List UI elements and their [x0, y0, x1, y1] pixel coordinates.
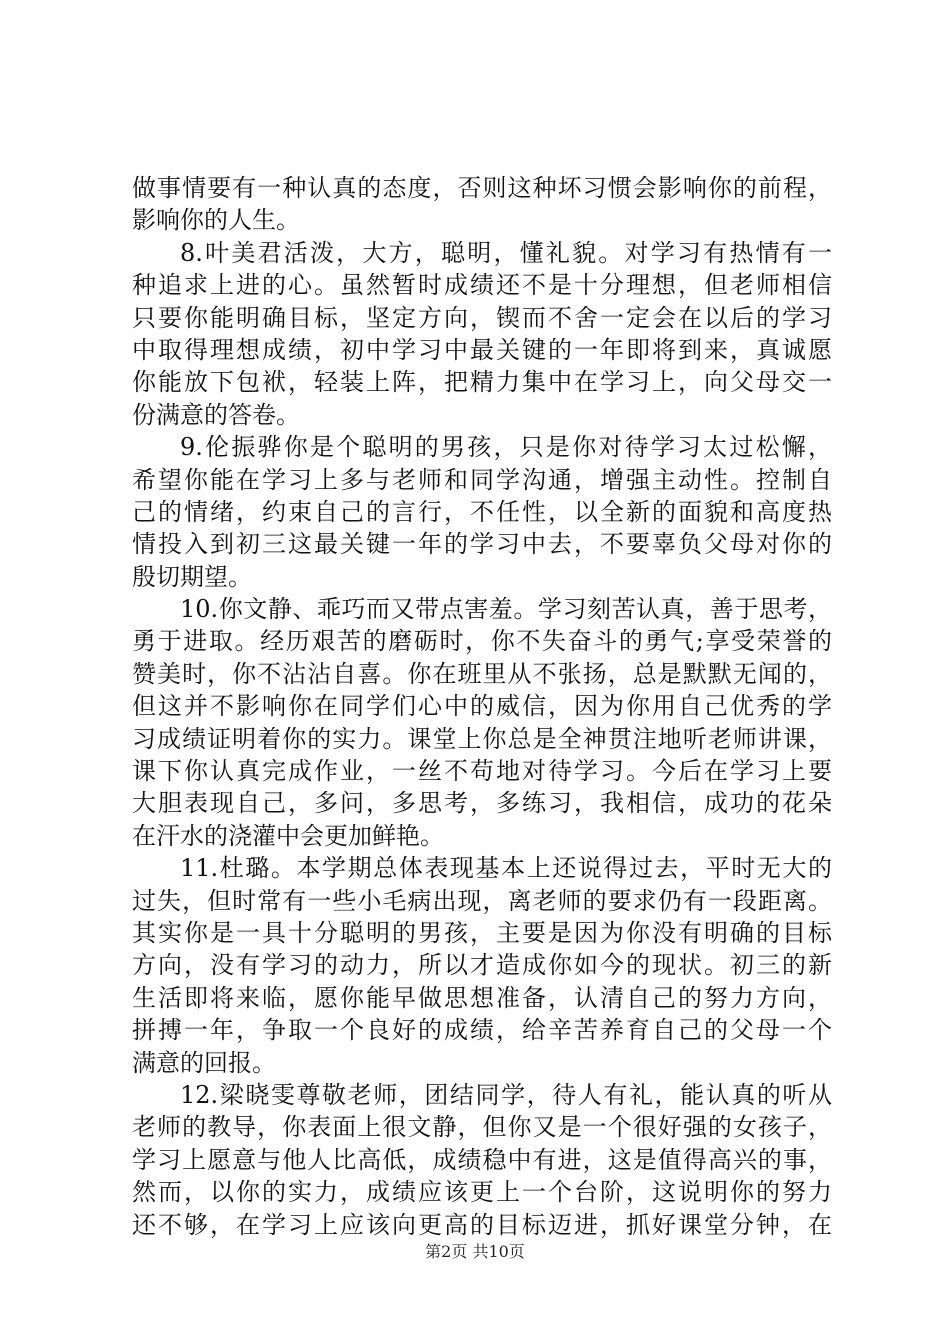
paragraph [132, 1079, 832, 1241]
page-footer: 第2页 共10页 [425, 1242, 525, 1261]
text-line: 习成绩证明着你的实力。课堂上你总是全神贯注地听老师讲课， [132, 724, 832, 753]
text-line: 赞美时，你不沾沾自喜。你在班里从不张扬，总是默默无闻的， [132, 659, 832, 688]
text-line: 生活即将来临，愿你能早做思想准备，认清自己的努力方向， [132, 983, 832, 1012]
text-line: 做事情要有一种认真的态度，否则这种坏习惯会影响你的前程， [132, 174, 832, 202]
text-line: 8.叶美君活泼，大方，聪明，懂礼貌。对学习有热情有一 [180, 238, 832, 267]
text-line: 12.梁晓雯尊敬老师，团结同学，待人有礼，能认真的听从 [180, 1080, 832, 1109]
text-line: 中取得理想成绩，初中学习中最关键的一年即将到来，真诚愿 [132, 335, 832, 364]
text-line: 11.杜璐。本学期总体表现基本上还说得过去，平时无大的 [180, 854, 832, 883]
text-line: 只要你能明确目标，坚定方向，锲而不舍一定会在以后的学习 [132, 303, 832, 332]
text-line: 学习上愿意与他人比高低，成绩稳中有进，这是值得高兴的事， [132, 1145, 832, 1174]
paragraph [132, 172, 832, 237]
text-line: 在汗水的浇灌中会更加鲜艳。 [132, 821, 444, 850]
text-line: 影响你的人生。 [132, 206, 300, 235]
text-line: 方向，没有学习的动力，所以才造成你如今的现状。初三的新 [132, 951, 832, 980]
text-line: 9.伦振骅你是个聪明的男孩，只是你对待学习太过松懈， [180, 433, 832, 462]
text-line: 老师的教导，你表面上很文静，但你又是一个很好强的女孩子， [132, 1113, 832, 1142]
text-line: 殷切期望。 [132, 562, 252, 591]
text-line: 满意的回报。 [132, 1048, 276, 1077]
text-line: 课下你认真完成作业，一丝不苟地对待学习。今后在学习上要 [132, 757, 832, 786]
text-line: 你能放下包袱，轻装上阵，把精力集中在学习上，向父母交一 [132, 368, 832, 397]
text-line: 情投入到初三这最关键一年的学习中去，不要辜负父母对你的 [132, 530, 832, 559]
text-line: 份满意的答卷。 [132, 400, 300, 429]
text-line: 希望你能在学习上多与老师和同学沟通，增强主动性。控制自 [132, 465, 832, 494]
text-line: 大胆表现自己，多问，多思考，多练习，我相信，成功的花朵 [132, 789, 832, 818]
text-line: 但这并不影响你在同学们心中的威信，因为你用自己优秀的学 [132, 692, 832, 721]
paragraph [132, 431, 832, 593]
text-line: 己的情绪，约束自己的言行，不任性，以全新的面貌和高度热 [132, 497, 832, 526]
text-line: 其实你是一具十分聪明的男孩，主要是因为你没有明确的目标 [132, 918, 832, 947]
document-body [132, 172, 832, 1241]
paragraph [132, 852, 832, 1079]
paragraph [132, 237, 832, 431]
text-line: 10.你文静、乖巧而又带点害羞。学习刻苦认真，善于思考， [180, 595, 832, 624]
text-line: 拼搏一年，争取一个良好的成绩，给辛苦养育自己的父母一个 [132, 1016, 832, 1045]
text-line: 种追求上进的心。虽然暂时成绩还不是十分理想，但老师相信 [132, 271, 832, 300]
paragraph [132, 593, 832, 852]
text-line: 勇于进取。经历艰苦的磨砺时，你不失奋斗的勇气;享受荣誉的 [132, 627, 832, 656]
text-line: 过失，但时常有一些小毛病出现，离老师的要求仍有一段距离。 [132, 886, 832, 915]
text-line: 还不够，在学习上应该向更高的目标迈进，抓好课堂分钟，在 [132, 1210, 832, 1239]
text-line: 然而，以你的实力，成绩应该更上一个台阶，这说明你的努力 [132, 1178, 832, 1207]
